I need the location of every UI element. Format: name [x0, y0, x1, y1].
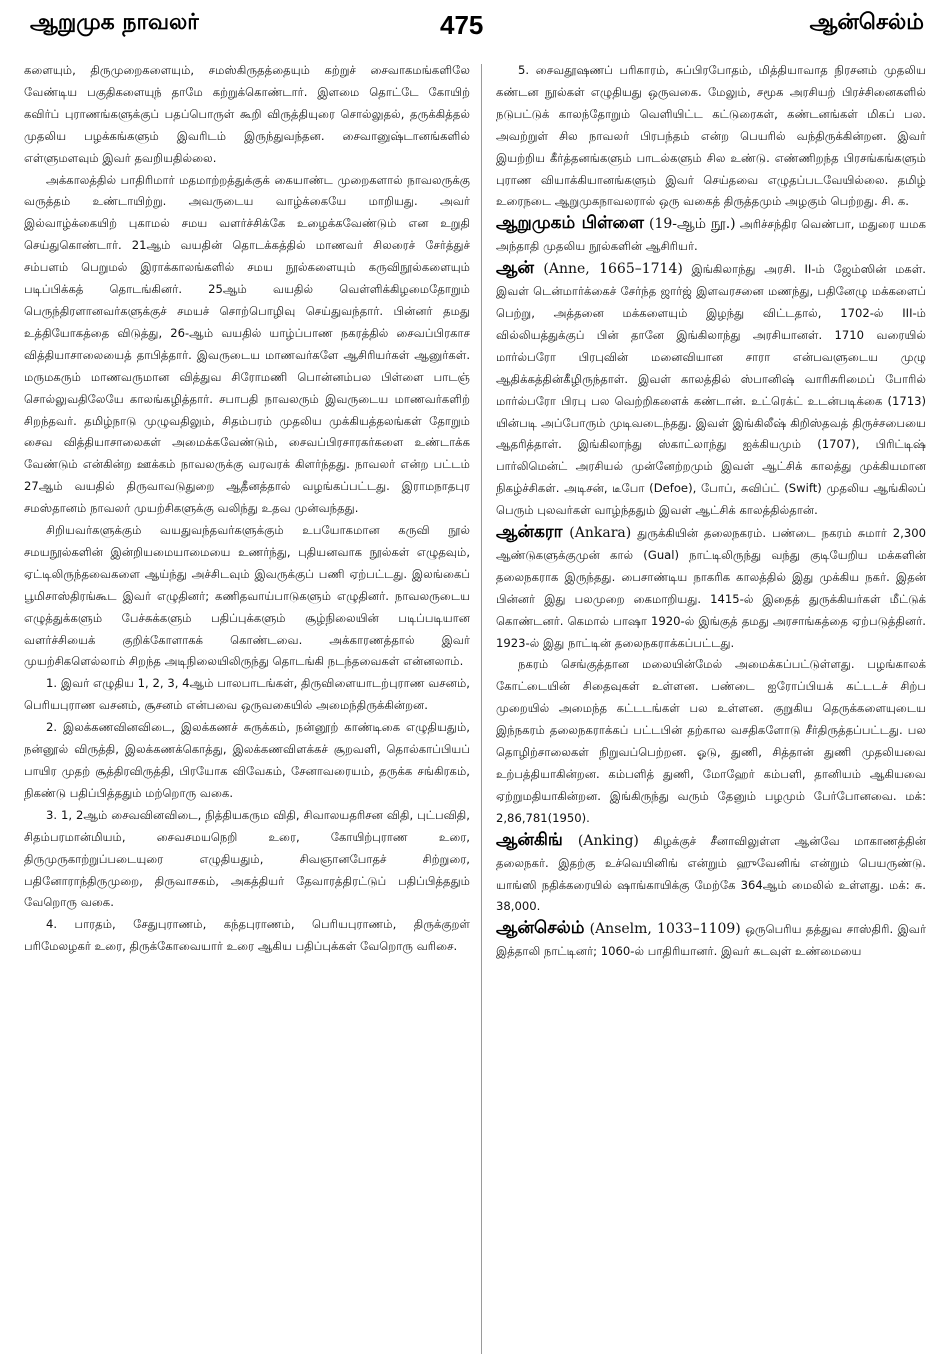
continued-paragraph: களையும், திருமுறைகளையும், சமஸ்கிருதத்தையும் கற்றுச் சைவாகமங்களிலே வேண்டிய பகுதிகளையுந் தாமே கற்றுக்கொண்டார். இளமை தொட்டே கோயிற் கவிர்ப் புராணங்களுக்குப் பதப்பொருள் கூறி விருத்தியுரை சொல்லுதல், தருக்கித்தல் முதலிய பழக்கங்களும் இவரிடம் இருந்துவந்தன. சைவானுஷ்டானங்களில் எள்ளுமளவும் இவர் தவறியதில்லை. — [24, 63, 470, 165]
column-divider — [481, 64, 482, 1354]
right-column — [496, 60, 926, 1358]
running-head-right: ஆன்செல்ம் — [809, 10, 924, 35]
entry-gloss: (Anking) — [562, 832, 639, 849]
paragraph: 4. பாரதம், சேதுபுராணம், கந்தபுராணம், பெரியபுராணம், திருக்குறள் பரிமேலழகர் உரை, திருக்கோவையார் உரை ஆகிய பதிப்புக்கள் வேறொரு வரிசை. — [24, 917, 470, 954]
entry-headword: ஆன்கிங் — [496, 829, 563, 850]
entry-gloss: (Ankara) — [562, 525, 632, 542]
entry-gloss: (Anne, 1665–1714) — [533, 261, 683, 278]
left-column — [24, 60, 470, 1358]
encyclopedia-entry — [496, 918, 926, 963]
entry-body: அரிச்சந்திர வெண்பா, மதுரை யமக அந்தாதி முதலிய நூல்களின் ஆசிரியர். — [496, 217, 926, 254]
entry-body: துருக்கியின் தலைநகரம். பண்டை நகரம் சுமார் 2,300 ஆண்டுகளுக்குமுன் கால் (Gual) நாட்டிலிருந்து வந்து குடியேறிய மக்களின் தலைநகராக இருந்தது. பைசாண்டிய நாகரிக காலத்தில் இது முக்கிய நகர். இதன் பின்னர் இது பலமுறை கைமாறியது. 1415-ல் இதைத் துருக்கியர்கள் மீட்டுக் கொண்டனர். கெமால் பாஷா 1920-ல் இங்குத் தமது அரசாங்கத்தை ஏற்படுத்தினர். 1923-ல் இது நாட்டின் தலைநகராக்கப்பட்டது. — [496, 526, 926, 650]
entry-headword: ஆன் — [496, 258, 534, 279]
entry-body: கிழக்குச் சீனாவிலுள்ள ஆன்வே மாகாணத்தின் தலைநகர். இதற்கு உச்வெயினிங் என்றும் ஹுவேனிங் என்றும் பெயருண்டு. யாங்ஸி நதிக்கரையில் ஷாங்காயிக்கு மேற்கே 364ஆம் மைலில் உள்ளது. மக்: சு. 38,000. — [496, 833, 926, 914]
running-head-left: ஆறுமுக நாவலர் — [30, 10, 199, 35]
entry-gloss: (19-ஆம் நூ.) — [643, 216, 736, 233]
paragraph: 2. இலக்கணவினவிடை, இலக்கணச் சுருக்கம், நன்னூற் காண்டிகை எழுதியதும், நன்னூல் விருத்தி, இலக்கணக்கொத்து, இலக்கணவிளக்கச் சூறவளி, தொல்காப்பியப் பாயிர முதற் சூத்திரவிருத்தி, பிரயோக விவேகம், சேனாவரையம், தருக்க சங்கிரகம், நிகண்டு பதிப்பித்ததும் மற்றொரு வகை. — [24, 720, 470, 800]
paragraph: 5. சைவதூஷணப் பரிகாரம், சுப்பிரபோதம், மித்தியாவாத நிரசனம் முதலிய கண்டன நூல்கள் எழுதியது ஒருவகை. மேலும், சமூக அரசியற் பிரச்சினைகளில் நடுபட்டுக் காலந்தோறும் வெளியிட்ட கட்டுரைகள், கண்டனங்கள் மிகப் பல. அவற்றுள் சில நாவலர் பிரபந்தம் என்ற பெயரில் வந்திருக்கின்றன. இவர் இயற்றிய கீர்த்தனங்களும் பாடல்களும் சில உண்டு. எண்ணிறந்த பிரசங்கங்களும் புராண வியாக்கியானங்களும் இவர் செய்தவை எழுதப்படவேயில்லை. தமிழ் உரைநடை ஆறுமுகநாவலரால் ஒரு வகைத் திருத்தமும் அழகும் பெற்றது. சி. க. — [496, 63, 926, 209]
entry-headword: ஆன்செல்ம் — [496, 918, 585, 939]
paragraph: 3. 1, 2ஆம் சைவவினவிடை, நித்தியகரும விதி, சிவாலயதரிசன விதி, புட்பவிதி, சிதம்பரமான்மியம், சைவசமயநெறி உரை, கோயிற்புராண உரை, திருமுருகாற்றுப்படையுரை எழுதியதும், சிவஞானபோதச் சிற்றுரை, பதினோராந்திருமுறை, திருவாசகம், அகத்தியர் தேவாரத்திரட்டுப் பதிப்பித்ததும் வேறொரு வகை. — [24, 807, 470, 910]
entry-headword: ஆறுமுகம் பிள்ளை — [496, 213, 644, 234]
entry-body: ஒருபெரிய தத்துவ சாஸ்திரி. இவர் இத்தாலி நாட்டினர்; 1060-ல் பாதிரியானர். இவர் கடவுள் உண்மையை — [496, 922, 926, 959]
paragraph: சிறியவர்களுக்கும் வயதுவந்தவர்களுக்கும் உபயோகமான கருவி நூல் சமயநூல்களின் இன்றியமையாமையை உணர்ந்து, புதியனவாக நூல்கள் எழுதவும், ஏட்டிலிருந்தவைகளை ஆய்ந்து அச்சிடவும் இவருக்குப் பணி ஏற்பட்டது. இலங்கைப் பூமிசாஸ்திரங்கூட இவர் எழுதினர்; கணிதவாய்பாடுகளும் எழுதினர். நாவலருடைய எழுத்துக்களும் பேச்சுக்களும் பதிப்புக்களும் சூழ்நிலையின் படிப்படியான வளர்ச்சியைக் குறிக்கோளாகக் கொண்டவை. அக்காரணத்தால் இவர் முயற்சிகளெல்லாம் சிறந்த அடிநிலையிலிருந்து தொடங்கி நடந்தவைகள் என்னலாம். — [24, 523, 470, 669]
page-number: 475 — [440, 10, 484, 40]
entry-headword: ஆன்கரா — [496, 522, 563, 543]
encyclopedia-entry — [496, 213, 926, 258]
paragraph: 1. இவர் எழுதிய 1, 2, 3, 4ஆம் பாலபாடங்கள், திருவிளையாடற்புராண வசனம், பெரியபுராண வசனம், சூசனம் என்பவை ஒருவகையில் அமைந்திருக்கின்றன. — [24, 676, 470, 713]
paragraph: அக்காலத்தில் பாதிரிமார் மதமாற்றத்துக்குக் கையாண்ட முறைகளால் நாவலருக்கு வருத்தம் உண்டாயிற்று. அவருடைய வாழ்க்கையே மாறியது. அவர் இல்வாழ்க்கையிற் புகாமல் சமய வளர்ச்சிக்கே உழைக்கவேண்டும் என உறுதி செய்துகொண்டார். 21ஆம் வயதின் தொடக்கத்தில் மாணவர் சிலரைச் சேர்த்துச் சம்பளம் பெறுமல் இராக்காலங்களில் சமய நூல்களையும் கருவிநூல்களையும் படிப்பிக்கத் தொடங்கினர். 25ஆம் வயதில் வெள்ளிக்கிழமைதோறும் பெருந்திரளானவர்களுக்குச் சமயச் சொற்பொழிவு செய்துவந்தார். பின்னர் தமது உத்தியோகத்தை விடுத்து, 26-ஆம் வயதில் யாழ்ப்பாண நகரத்தில் சைவப்பிரகாச வித்தியாசாலையைத் தாபித்தார். இவருடைய மாணவர்களே ஆசிரியர்கள் ஆனுர்கள். மருமகரும் மாணவருமான வித்துவ சிரோமணி பொன்னம்பல பிள்ளை பாடஞ் சொல்லுவதிலேயே காலங்கழித்தார். சபாபதி நாவலரும் இவருடைய மாணவர்களிற் சிறந்தவர். தமிழ்நாடு முழுவதிலும், சிதம்பரம் முதலிய முக்கியத்தலங்கள் தோறும் சைவ வித்தியாசாலைகள் அமைக்கவேண்டும், சைவப்பிரசாரகர்களை உண்டாக்க வேண்டும் என்கின்ற ஊக்கம் நாவலருக்கு வரவரக் கிளர்ந்தது. நாவலர் என்ற பட்டம் 27ஆம் வயதில் திருவாவடுதுறை ஆதீனத்தால் வழங்கப்பட்டது. இராமநாதபுர சமஸ்தானம் நாவலர் முயற்சிகளுக்கு வலிந்து உதவ முன்வந்தது. — [24, 172, 470, 516]
encyclopedia-entry — [496, 258, 926, 522]
encyclopedia-entry — [496, 522, 926, 654]
entry-gloss: (Anselm, 1033–1109) — [584, 921, 741, 938]
entry-body: இங்கிலாந்து அரசி. II-ம் ஜேம்ஸின் மகள். இவள் டென்மார்க்கைச் சேர்ந்த ஜார்ஜ் இளவரசனை மணந்து, பதினேழு மக்களைப் பெற்று, அத்தனை மக்களையும் இழந்து விட்டதால், 1702-ல் III-ம் வில்லியத்துக்குப் பின் தானே இங்கிலாந்து அரசியானள். 1710 வரையில் மார்ல்பரோ பிரபுவின் மனைவியான சாரா என்பவளுடைய முழு ஆதிக்கத்தின்கீழிருந்தாள். இவள் காலத்தில் ஸ்பானிஷ் வாரிசுரிமைப் போரில் மார்ல்பரோ பிரபு பல வெற்றிகளைக் கண்டான். உட்ரெக்ட் உடன்படிக்கை (1713) யின்படி அப்போரும் முடிவடைந்தது. இவள் இங்கிலீஷ் கிறிஸ்தவத் திருச்சபையை ஆதரித்தாள். இங்கிலாந்து ஸ்காட்லாந்து ஐக்கியமும் (1707), பிரிட்டிஷ் பார்லிமென்ட் அரசியல் முன்னேற்றமும் இவள் ஆட்சிக் காலத்து முக்கியமான நிகழ்ச்சிகள். அடிசன், டீபோ (Defoe), போப், சுவிப்ட் (Swift) முதலிய ஆங்கிலப் பெரும் புலவர்கள் வாழ்ந்ததும் இவள் ஆட்சிக் காலத்தில்தான். — [496, 262, 926, 518]
encyclopedia-entry — [496, 830, 926, 919]
paragraph: நகரம் செங்குத்தான மலையின்மேல் அமைக்கப்பட்டுள்ளது. பழங்காலக் கோட்டையின் சிதைவுகள் உள்ளன. பண்டை ஐரோப்பியக் கட்டடச் சிற்ப முறையில் அமைந்த கட்டடங்கள் பல உள்ளன. குறுகிய தெருக்களையுடைய இந்நகரம் தலைநகராக்கப் பட்டபின் தற்கால வசதிகளோடு சீர்திருத்தப்பட்டது. பல தொழிற்சாலைகள் நிறுவப்பெற்றன. ஓடு, துணி, சித்தான் துணி முதலியவை உற்பத்தியாகின்றன. கம்பளித் துணி, மோஹேர் கம்பளி, தானியம் ஆகியவை ஏற்றுமதியாகின்றன. இங்கிருந்து வரும் தேனும் பழமும் பேர்போனவை. மக்: 2,86,781(1950). — [496, 657, 926, 825]
